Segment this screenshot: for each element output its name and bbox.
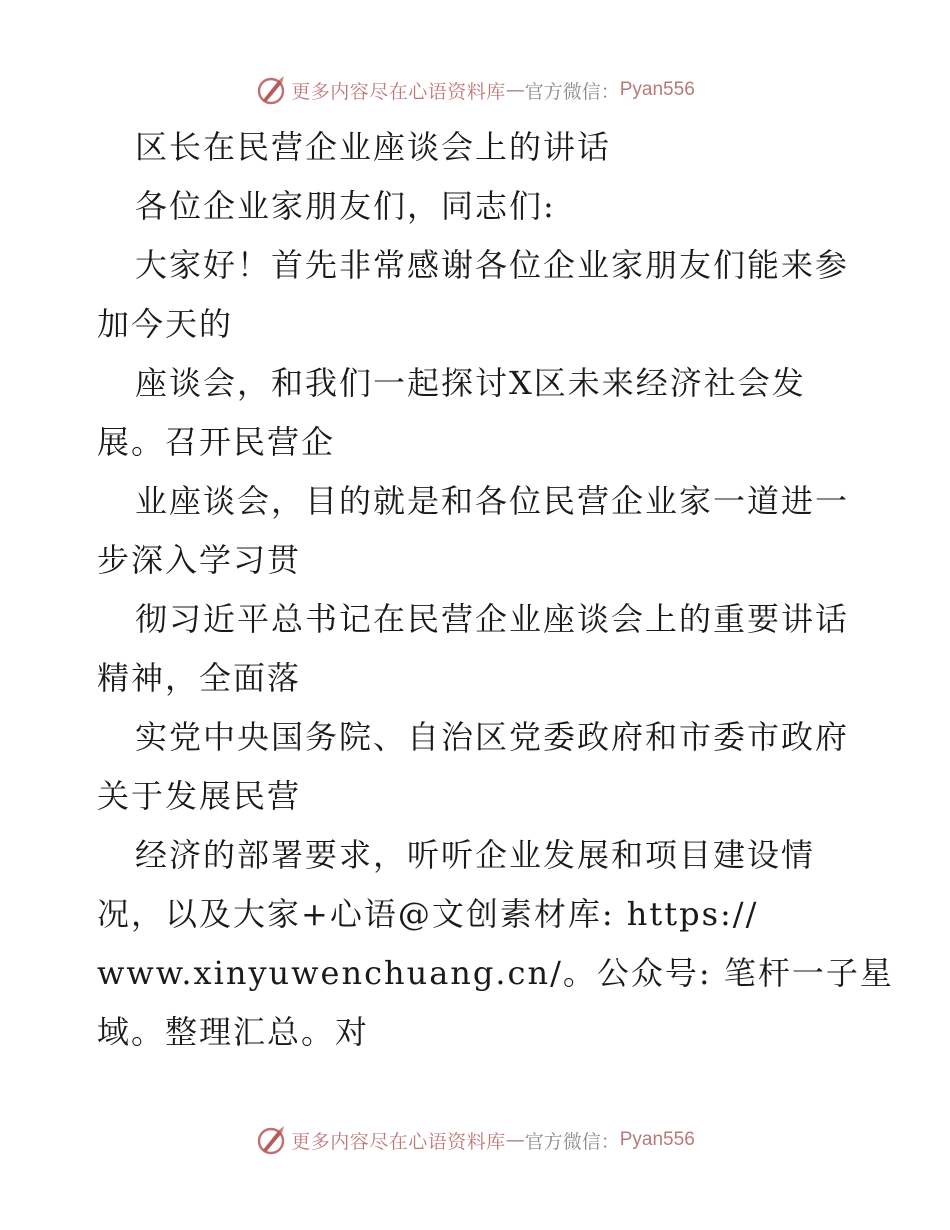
footer-watermark: [0, 1120, 950, 1160]
watermark-separator: —: [505, 79, 525, 101]
paragraph-line: 加今天的: [97, 305, 234, 343]
paragraph-line: 经济的部署要求，听听企业发展和项目建设情: [135, 836, 816, 874]
paragraph-line: 展。召开民营企: [97, 423, 336, 461]
paragraph-line: 彻习近平总书记在民营企业座谈会上的重要讲话: [135, 600, 850, 638]
paragraph-line: 关于发展民营: [97, 777, 302, 815]
watermark-contact-label: 官方微信：: [524, 1130, 620, 1153]
paragraph-line: 步深入学习贯: [97, 541, 302, 579]
document-title: 区长在民营企业座谈会上的讲话: [135, 128, 612, 166]
watermark-contact-label: 官方微信：: [524, 80, 620, 103]
paragraph-line: 实党中央国务院、自治区党委政府和市委市政府: [135, 718, 850, 756]
watermark-contact-id: Pyan556: [619, 79, 695, 100]
document-salutation: 各位企业家朋友们，同志们:: [135, 187, 556, 225]
paragraph-line: 况，以及大家+心语@文创素材库: https://: [97, 895, 759, 933]
paragraph-line: 业座谈会，目的就是和各位民营企业家一道进一: [135, 482, 850, 520]
watermark-site-text: 更多内容尽在心语资料库: [291, 80, 506, 103]
watermark-separator: —: [505, 1129, 525, 1151]
header-watermark: [0, 70, 950, 110]
quill-pen-circle-icon: [255, 1124, 287, 1156]
paragraph-line: www.xinyuwenchuang.cn/。公众号: 笔杆一子星: [97, 954, 894, 992]
paragraph-line: 精神，全面落: [97, 659, 302, 697]
quill-pen-circle-icon: [255, 74, 287, 106]
watermark-site-text: 更多内容尽在心语资料库: [291, 1130, 506, 1153]
paragraph-line: 座谈会，和我们一起探讨X区未来经济社会发: [135, 364, 806, 402]
paragraph-line: 大家好！首先非常感谢各位企业家朋友们能来参: [135, 246, 850, 284]
paragraph-line: 域。整理汇总。对: [97, 1013, 370, 1051]
watermark-contact-id: Pyan556: [619, 1129, 695, 1150]
